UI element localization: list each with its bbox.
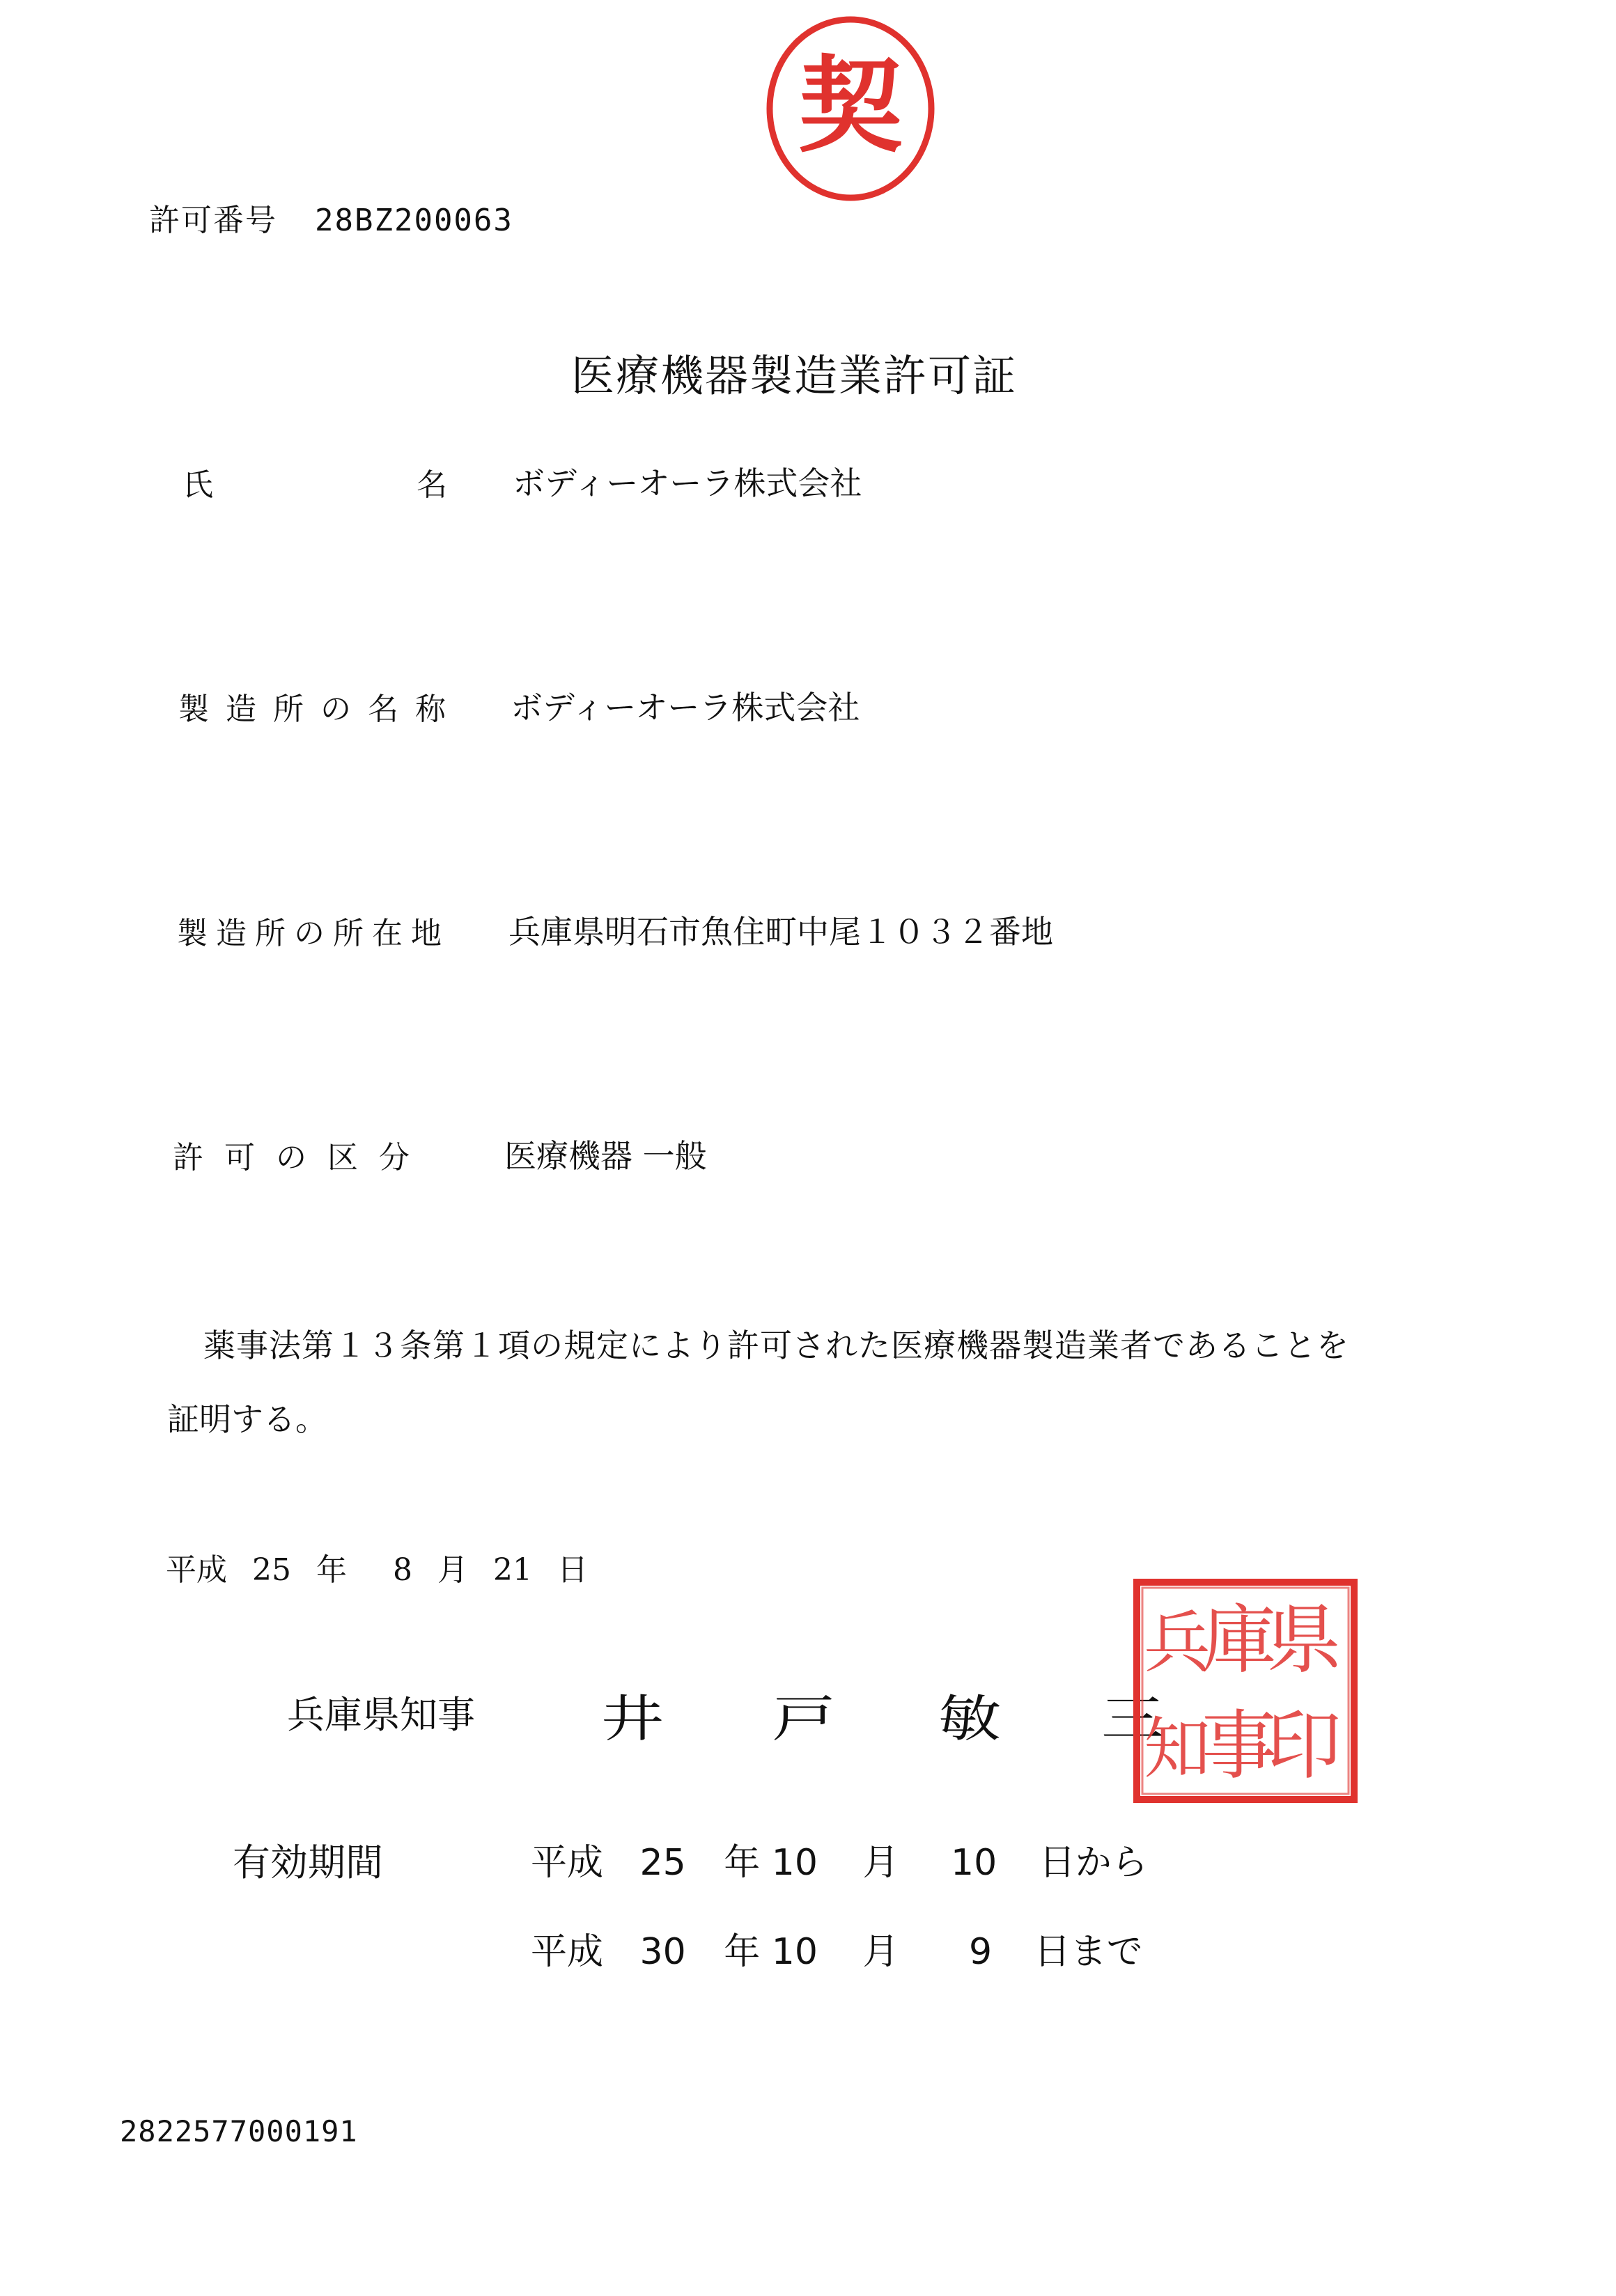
validity-to <box>531 1922 1143 1974</box>
seal-char-ji: 事 <box>1201 1703 1277 1790</box>
location-value: 兵庫県明石市魚住町中尾１０３２番地 <box>508 913 1053 951</box>
issuer-title: 兵庫県知事 <box>287 1693 475 1737</box>
from-year: 25 <box>639 1842 686 1884</box>
issue-day: 21 <box>493 1552 532 1588</box>
governor-seal <box>1131 1577 1360 1805</box>
issue-date <box>166 1545 603 1589</box>
seal-char-hyo: 兵 <box>1144 1604 1211 1682</box>
to-month: 10 <box>771 1931 818 1973</box>
issue-month-unit: 月 <box>437 1552 468 1588</box>
issue-day-unit: 日 <box>557 1552 588 1588</box>
issuer-name-char-1: 井 <box>600 1689 665 1748</box>
category-value: 医療機器 一般 <box>504 1137 707 1175</box>
validity-from <box>531 1833 1148 1885</box>
from-month-unit: 月 <box>862 1842 899 1884</box>
issue-era: 平成 <box>166 1552 227 1588</box>
permit-number <box>149 195 513 240</box>
to-suffix: 日まで <box>1034 1931 1143 1973</box>
permit-number-value: 28BZ200063 <box>315 203 513 238</box>
validity-label: 有効期間 <box>233 1841 383 1884</box>
issuer-name-char-4: 三 <box>1101 1689 1165 1748</box>
issue-year: 25 <box>252 1552 291 1588</box>
top-seal-text: 契 <box>798 46 903 167</box>
name-label-2: 名 <box>417 467 447 503</box>
from-era: 平成 <box>531 1842 604 1884</box>
to-year: 30 <box>639 1931 686 1973</box>
facility-value: ボディーオーラ株式会社 <box>511 689 860 726</box>
issuer-name-char-2: 戸 <box>772 1689 836 1748</box>
certification-line-2: 証明する。 <box>167 1400 327 1438</box>
to-era: 平成 <box>531 1931 604 1973</box>
from-day: 10 <box>951 1842 997 1884</box>
category-label: 許可の区分 <box>173 1140 430 1176</box>
seal-char-ken: 県 <box>1266 1597 1342 1684</box>
seal-char-chi: 知 <box>1144 1710 1211 1788</box>
seal-char-ko: 庫 <box>1201 1597 1277 1684</box>
seal-char-in: 印 <box>1266 1703 1342 1790</box>
from-month: 10 <box>771 1842 818 1884</box>
permit-number-label: 許可番号 <box>149 203 277 238</box>
issue-month: 8 <box>393 1552 412 1588</box>
to-day: 9 <box>969 1931 993 1973</box>
from-year-unit: 年 <box>724 1842 761 1884</box>
location-label: 製造所の所在地 <box>177 916 450 951</box>
name-label-1: 氏 <box>182 467 213 503</box>
facility-label: 製造所の名称 <box>178 692 463 727</box>
from-suffix: 日から <box>1039 1842 1148 1884</box>
reference-number: 2822577000191 <box>120 2114 358 2148</box>
certification-line-1: 薬事法第１３条第１項の規定により許可された医療機器製造業者であることを <box>203 1327 1349 1364</box>
name-value: ボディーオーラ株式会社 <box>513 464 862 502</box>
document-title: 医療機器製造業許可証 <box>571 350 1018 401</box>
issue-year-unit: 年 <box>316 1552 347 1588</box>
top-seal <box>765 15 936 202</box>
to-month-unit: 月 <box>862 1931 899 1973</box>
to-year-unit: 年 <box>724 1931 761 1973</box>
issuer-name-char-3: 敏 <box>938 1689 1002 1748</box>
